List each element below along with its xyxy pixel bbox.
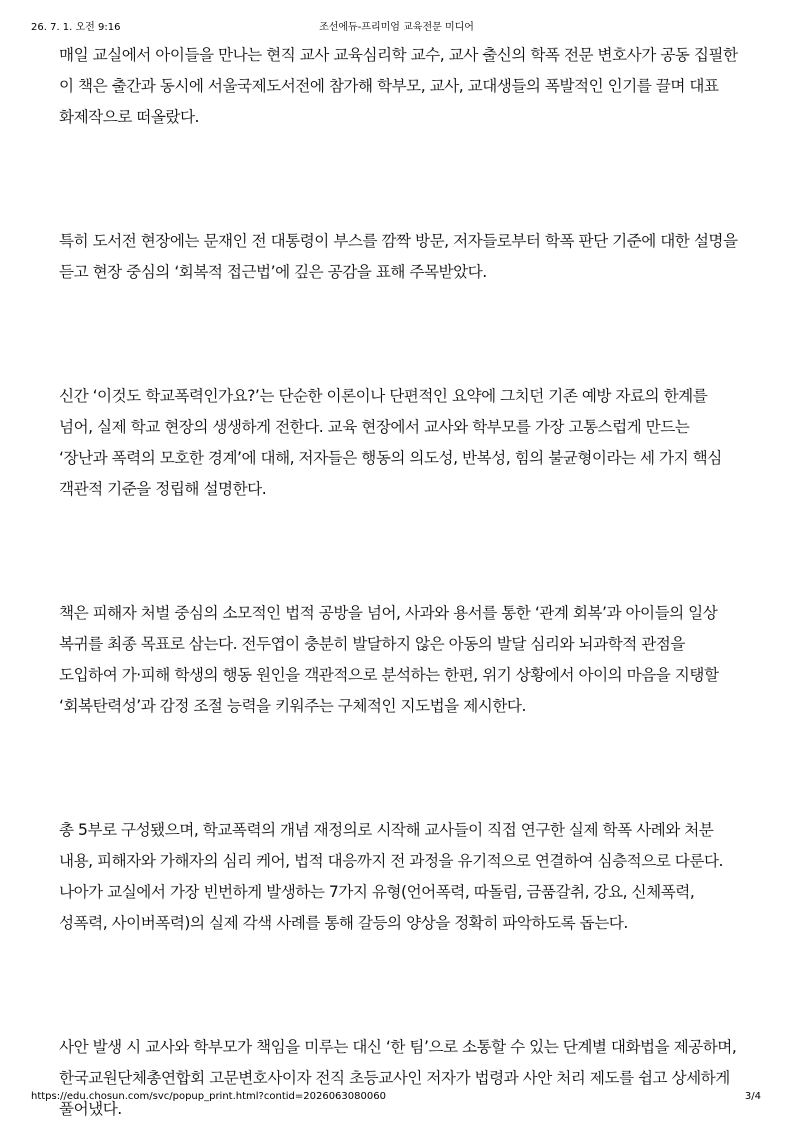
print-footer xyxy=(0,1089,793,1105)
article-paragraph: 신간 ‘이것도 학교폭력인가요?’는 단순한 이론이나 단편적인 요약에 그치던 기존 예방 자료의 한계를 넘어, 실제 학교 현장의 생생하게 전한다. 교육 현장에서 교사와 학부모를 가장 고통스럽게 만드는 ‘장난과 폭력의 모호한 경계’에 대해, 저자들은 행동의 의도성, 반복성, 힘의 불균형이라는 세 가지 핵심 객관적 기준을 정립해 설명한다. xyxy=(59,387,722,498)
page-number: 3/4 xyxy=(744,1091,761,1102)
print-datetime: 26. 7. 1. 오전 9:16 xyxy=(31,22,121,33)
article-paragraph: 책은 피해자 처벌 중심의 소모적인 법적 공방을 넘어, 사과와 용서를 통한 ‘관계 회복’과 아이들의 일상 복귀를 최종 목표로 삼는다. 전두엽이 충분히 발달하지 않은 아동의 발달 심리와 뇌과학적 관점을 도입하여 가·피해 학생의 행동 원인을 객관적으로 분석하는 한편, 위기 상황에서 아이의 마음을 지탱할 ‘회복탄력성’과 감정 조절 능력을 키워주는 구체적인 지도법을 제시한다. xyxy=(59,604,719,715)
print-source-url: https://edu.chosun.com/svc/popup_print.html?contid=2026063080060 xyxy=(31,1091,386,1102)
print-header xyxy=(0,20,793,36)
article-paragraph: 매일 교실에서 아이들을 만나는 현직 교사 교육심리학 교수, 교사 출신의 학폭 전문 변호사가 공동 집필한 이 책은 출간과 동시에 서울국제도서전에 참가해 학부모, 교사, 교대생들의 폭발적인 인기를 끌며 대표 화제작으로 떠올랐다. xyxy=(59,46,738,126)
article-paragraph: 사안 발생 시 교사와 학부모가 책임을 미루는 대신 ‘한 팀’으로 소통할 수 있는 단계별 대화법을 제공하며, 한국교원단체총연합회 고문변호사이자 전직 초등교사인 저자가 법령과 사안 처리 제도를 쉽고 상세하게 풀어냈다. xyxy=(59,1038,737,1118)
article-body xyxy=(59,40,739,1125)
print-page-title: 조선에듀-프리미엄 교육전문 미디어 xyxy=(319,22,474,33)
article-paragraph: 총 5부로 구성됐으며, 학교폭력의 개념 재정의로 시작해 교사들이 직접 연구한 실제 학폭 사례와 처분 내용, 피해자와 가해자의 심리 케어, 법적 대응까지 전 과정을 유기적으로 연결하여 심층적으로 다룬다. 나아가 교실에서 가장 빈번하게 발생하는 7가지 유형(언어폭력, 따돌림, 금품갈취, 강요, 신체폭력, 성폭력, 사이버폭력)의 실제 각색 사례를 통해 갈등의 양상을 정확히 파악하도록 돕는다. xyxy=(59,821,723,932)
article-paragraph: 특히 도서전 현장에는 문재인 전 대통령이 부스를 깜짝 방문, 저자들로부터 학폭 판단 기준에 대한 설명을 듣고 현장 중심의 ‘회복적 접근법’에 깊은 공감을 표해 주목받았다. xyxy=(59,232,738,281)
